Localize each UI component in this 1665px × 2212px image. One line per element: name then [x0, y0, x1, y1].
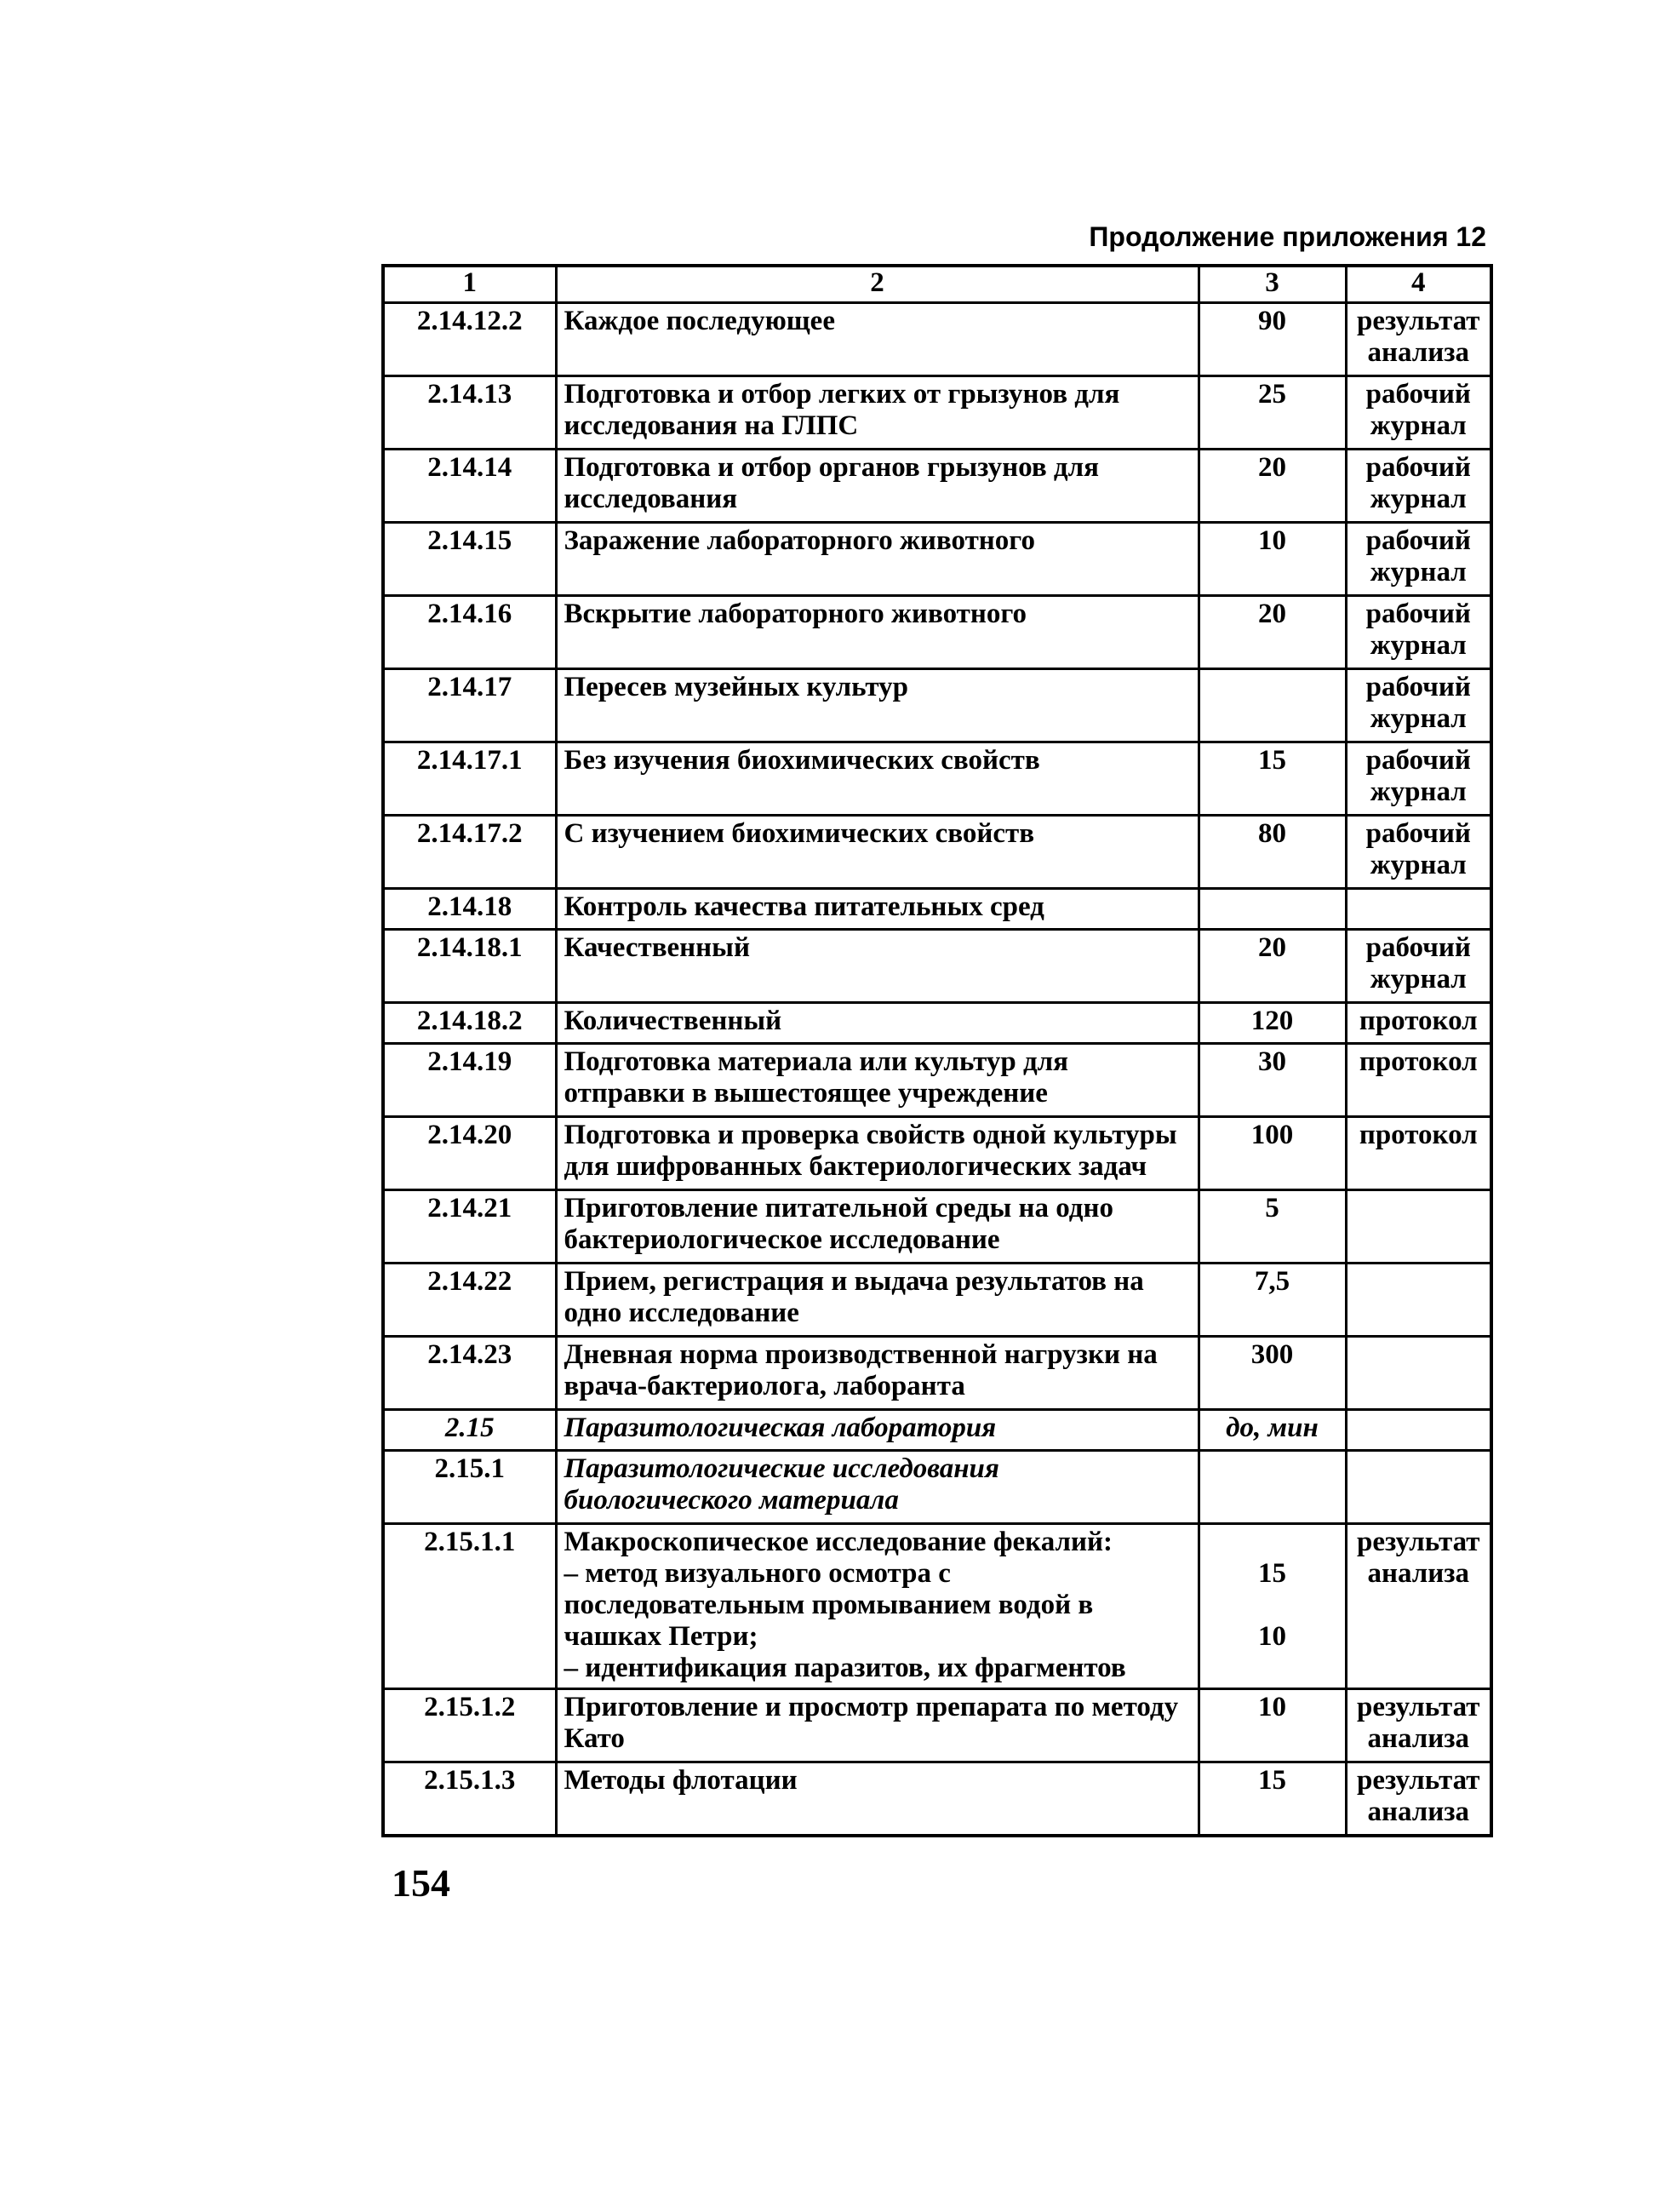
row-name: Вскрытие лабораторного животного	[556, 596, 1199, 669]
row-code: 2.14.19	[383, 1044, 556, 1117]
table-row	[383, 1689, 1491, 1762]
table-row	[383, 930, 1491, 1003]
row-name: Без изучения биохимических свойств	[556, 742, 1199, 816]
row-code: 2.14.14	[383, 450, 556, 523]
row-code: 2.14.17.2	[383, 816, 556, 889]
row-code: 2.14.21	[383, 1190, 556, 1264]
row-name: С изучением биохимических свойств	[556, 816, 1199, 889]
row-name-line: Макроскопическое исследование фекалий:	[564, 1527, 1113, 1557]
table-row	[383, 1451, 1491, 1524]
row-doc: результат анализа	[1346, 1524, 1491, 1689]
row-norm	[1199, 1524, 1346, 1689]
row-norm: 30	[1199, 1044, 1346, 1117]
row-name: Пересев музейных культур	[556, 669, 1199, 742]
row-norm: 20	[1199, 596, 1346, 669]
row-name: Подготовка и проверка свойств одной культуры для шифрованных бактериологических задач	[556, 1117, 1199, 1190]
row-doc	[1346, 1264, 1491, 1337]
row-doc: протокол	[1346, 1003, 1491, 1044]
table-row	[383, 1117, 1491, 1190]
section-doc	[1346, 1410, 1491, 1451]
row-norm: 90	[1199, 303, 1346, 376]
row-name: Дневная норма производственной нагрузки на врача-бактериолога, лаборанта	[556, 1337, 1199, 1410]
header-col-2: 2	[556, 266, 1199, 303]
table-row	[383, 1337, 1491, 1410]
row-name: Приготовление питательной среды на одно бактериологическое исследование	[556, 1190, 1199, 1264]
row-norm: 300	[1199, 1337, 1346, 1410]
row-doc: рабочий журнал	[1346, 816, 1491, 889]
table-row	[383, 303, 1491, 376]
row-name: Подготовка и отбор легких от грызунов для исследования на ГЛПС	[556, 376, 1199, 450]
row-name: Каждое последующее	[556, 303, 1199, 376]
row-norm: 7,5	[1199, 1264, 1346, 1337]
section-code: 2.15	[383, 1410, 556, 1451]
table-row	[383, 376, 1491, 450]
row-name: Заражение лабораторного животного	[556, 523, 1199, 596]
row-name: Приготовление и просмотр препарата по методу Като	[556, 1689, 1199, 1762]
row-doc: протокол	[1346, 1044, 1491, 1117]
row-doc	[1346, 889, 1491, 930]
row-norm: 80	[1199, 816, 1346, 889]
row-name: Методы флотации	[556, 1762, 1199, 1836]
table-row	[383, 669, 1491, 742]
row-norm: 20	[1199, 930, 1346, 1003]
row-code: 2.14.20	[383, 1117, 556, 1190]
row-norm-line: 15	[1258, 1558, 1286, 1589]
row-code: 2.14.18	[383, 889, 556, 930]
row-name: Подготовка и отбор органов грызунов для исследования	[556, 450, 1199, 523]
row-code: 2.14.15	[383, 523, 556, 596]
continuation-caption: Продолжение приложения 12	[1089, 221, 1486, 252]
row-code: 2.14.13	[383, 376, 556, 450]
section-unit: до, мин	[1199, 1410, 1346, 1451]
section-title: Паразитологическая лаборатория	[556, 1410, 1199, 1451]
row-name: Паразитологические исследования биологического материала	[556, 1451, 1199, 1524]
row-doc: результат анализа	[1346, 303, 1491, 376]
row-name	[556, 1524, 1199, 1689]
row-code: 2.14.23	[383, 1337, 556, 1410]
table-row	[383, 450, 1491, 523]
row-code: 2.15.1.3	[383, 1762, 556, 1836]
table-row	[383, 742, 1491, 816]
row-norm: 10	[1199, 1689, 1346, 1762]
row-norm	[1199, 889, 1346, 930]
row-code: 2.14.12.2	[383, 303, 556, 376]
row-doc: рабочий журнал	[1346, 930, 1491, 1003]
row-code: 2.15.1	[383, 1451, 556, 1524]
header-col-1: 1	[383, 266, 556, 303]
row-doc: рабочий журнал	[1346, 450, 1491, 523]
row-doc	[1346, 1190, 1491, 1264]
section-row	[383, 1410, 1491, 1451]
row-code: 2.14.22	[383, 1264, 556, 1337]
row-name: Прием, регистрация и выдача результатов на одно исследование	[556, 1264, 1199, 1337]
row-doc	[1346, 1451, 1491, 1524]
row-name-line: – метод визуального осмотра с последовательным промыванием водой в чашках Петри;	[564, 1558, 1094, 1652]
row-doc: результат анализа	[1346, 1689, 1491, 1762]
row-norm: 100	[1199, 1117, 1346, 1190]
row-norm-line: 10	[1258, 1621, 1286, 1652]
row-norm	[1199, 1451, 1346, 1524]
norms-table	[381, 264, 1493, 1837]
page-number: 154	[392, 1861, 450, 1905]
row-doc: рабочий журнал	[1346, 376, 1491, 450]
table-row	[383, 1264, 1491, 1337]
table-row	[383, 889, 1491, 930]
header-row	[383, 266, 1491, 303]
table-row	[383, 1190, 1491, 1264]
header-col-4: 4	[1346, 266, 1491, 303]
row-norm	[1199, 669, 1346, 742]
row-norm: 120	[1199, 1003, 1346, 1044]
row-code: 2.14.17.1	[383, 742, 556, 816]
row-norm: 10	[1199, 523, 1346, 596]
row-code: 2.15.1.2	[383, 1689, 556, 1762]
row-doc: рабочий журнал	[1346, 669, 1491, 742]
row-doc: рабочий журнал	[1346, 523, 1491, 596]
table-row	[383, 1762, 1491, 1836]
row-doc	[1346, 1337, 1491, 1410]
table-row	[383, 596, 1491, 669]
row-name: Качественный	[556, 930, 1199, 1003]
table-row	[383, 816, 1491, 889]
row-name-line: – идентификация паразитов, их фрагментов	[564, 1653, 1126, 1683]
row-norm: 5	[1199, 1190, 1346, 1264]
row-norm: 20	[1199, 450, 1346, 523]
table-row	[383, 1044, 1491, 1117]
row-code: 2.15.1.1	[383, 1524, 556, 1689]
row-doc: результат анализа	[1346, 1762, 1491, 1836]
row-norm: 25	[1199, 376, 1346, 450]
row-code: 2.14.16	[383, 596, 556, 669]
row-name: Подготовка материала или культур для отправки в вышестоящее учреждение	[556, 1044, 1199, 1117]
table-row	[383, 523, 1491, 596]
row-norm: 15	[1199, 1762, 1346, 1836]
row-norm: 15	[1199, 742, 1346, 816]
row-doc: протокол	[1346, 1117, 1491, 1190]
row-code: 2.14.17	[383, 669, 556, 742]
row-doc: рабочий журнал	[1346, 742, 1491, 816]
row-name: Контроль качества питательных сред	[556, 889, 1199, 930]
row-code: 2.14.18.2	[383, 1003, 556, 1044]
header-col-3: 3	[1199, 266, 1346, 303]
row-doc: рабочий журнал	[1346, 596, 1491, 669]
row-code: 2.14.18.1	[383, 930, 556, 1003]
table-row	[383, 1524, 1491, 1689]
table-row	[383, 1003, 1491, 1044]
row-name: Количественный	[556, 1003, 1199, 1044]
